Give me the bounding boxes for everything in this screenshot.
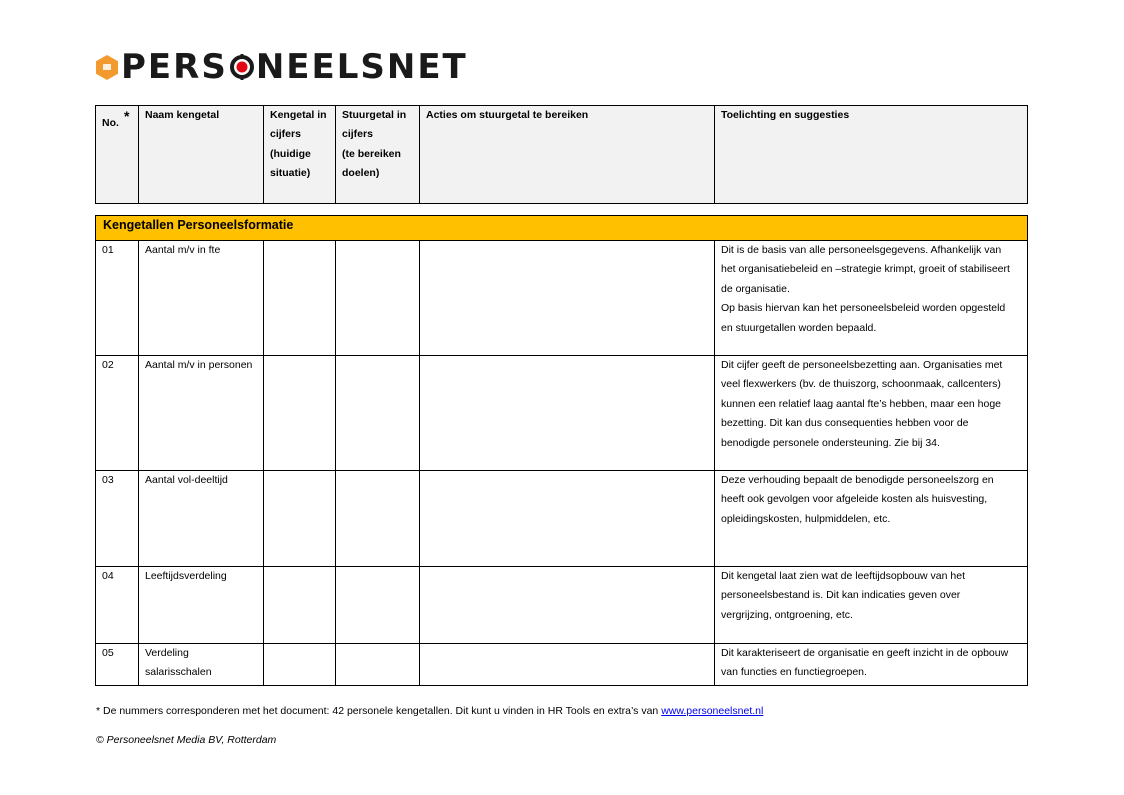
header-kengetal-line: situatie): [270, 167, 311, 180]
row-kengetal-cell[interactable]: [264, 241, 336, 356]
toelichting-line: van functies en functiegroepen.: [721, 666, 867, 679]
toelichting-line: en stuurgetallen worden bepaald.: [721, 321, 877, 334]
header-stuurgetal-line: Stuurgetal in: [342, 109, 407, 121]
row-acties-cell[interactable]: [420, 644, 715, 686]
row-toelichting: [715, 471, 1028, 567]
table-row: [96, 644, 1028, 686]
row-kengetal-cell[interactable]: [264, 567, 336, 644]
hexagon-logo-icon: [96, 55, 118, 80]
toelichting-line: Dit cijfer geeft de personeelsbezetting aan. Organisaties met: [721, 359, 1003, 371]
table-row: [96, 241, 1028, 356]
kengetallen-table: [95, 215, 1028, 686]
row-stuurgetal-cell[interactable]: [336, 241, 420, 356]
row-naam-line: Aantal m/v in personen: [145, 359, 253, 371]
toelichting-line: opleidingskosten, hulpmiddelen, etc.: [721, 512, 891, 525]
personeelsnet-link[interactable]: www.personeelsnet.nl: [661, 705, 764, 717]
row-kengetal-cell[interactable]: [264, 471, 336, 567]
header-no-label: No.: [102, 117, 119, 129]
header-naam: Naam kengetal: [139, 106, 264, 204]
toelichting-line: veel flexwerkers (bv. de thuiszorg, schoonmaak, callcenters): [721, 378, 1001, 391]
toelichting-line: het organisatiebeleid en –strategie krimpt, groeit of stabiliseert: [721, 263, 1010, 276]
row-toelichting: [715, 356, 1028, 471]
row-naam: [139, 567, 264, 644]
row-naam-line: Verdeling: [145, 647, 189, 659]
row-number: 03: [96, 471, 139, 567]
toelichting-line: kunnen een relatief laag aantal fte’s hebben, maar een hoge: [721, 397, 1002, 410]
row-naam-line: Aantal m/v in fte: [145, 244, 221, 256]
row-naam: [139, 241, 264, 356]
toelichting-line: heeft ook gevolgen voor afgeleide kosten als huisvesting,: [721, 493, 988, 506]
table-row: [96, 567, 1028, 644]
header-kengetal-line: Kengetal in: [270, 109, 327, 121]
row-stuurgetal-cell[interactable]: [336, 567, 420, 644]
table-row: [96, 471, 1028, 567]
row-toelichting: [715, 644, 1028, 686]
row-stuurgetal-cell[interactable]: [336, 471, 420, 567]
row-acties-cell[interactable]: [420, 356, 715, 471]
row-acties-cell[interactable]: [420, 471, 715, 567]
header-table: [95, 105, 1028, 204]
toelichting-line: Op basis hiervan kan het personeelsbeleid worden opgesteld: [721, 302, 1006, 315]
header-stuurgetal: [336, 106, 420, 204]
row-number: 02: [96, 356, 139, 471]
row-number: 05: [96, 644, 139, 686]
header-stuurgetal-line: doelen): [342, 167, 380, 180]
toelichting-line: personeelsbestand is. Dit kan indicaties geven over: [721, 589, 961, 602]
toelichting-line: de organisatie.: [721, 282, 790, 295]
toelichting-line: Dit kengetal laat zien wat de leeftijdsopbouw van het: [721, 570, 965, 582]
footnote: [96, 705, 763, 717]
toelichting-line: bezetting. Dit kan dus consequenties hebben voor de: [721, 417, 969, 430]
row-naam: [139, 644, 264, 686]
header-kengetal-line: (huidige: [270, 147, 311, 160]
row-naam-line: Leeftijdsverdeling: [145, 570, 227, 582]
header-star: *: [124, 108, 130, 124]
section-header-row: [96, 216, 1028, 241]
header-stuurgetal-line: cijfers: [342, 128, 373, 141]
logo-wordmark: [121, 47, 468, 87]
logo-text-part2: NEELSNET: [255, 47, 468, 87]
header-stuurgetal-line: (te bereiken: [342, 147, 401, 160]
copyright: © Personeelsnet Media BV, Rotterdam: [96, 734, 277, 746]
row-naam: [139, 471, 264, 567]
row-stuurgetal-cell[interactable]: [336, 644, 420, 686]
logo-text-part1: PERS: [121, 47, 228, 87]
row-naam: [139, 356, 264, 471]
row-number: 01: [96, 241, 139, 356]
row-toelichting: [715, 567, 1028, 644]
row-stuurgetal-cell[interactable]: [336, 356, 420, 471]
section-title: Kengetallen Personeelsformatie: [96, 216, 1028, 241]
footnote-text: * De nummers corresponderen met het document: 42 personele kengetallen. Dit kunt u vinden in HR Tools en extra’s van: [96, 705, 662, 717]
toelichting-line: vergrijzing, ontgroening, etc.: [721, 608, 853, 621]
row-acties-cell[interactable]: [420, 567, 715, 644]
header-toelichting: Toelichting en suggesties: [715, 106, 1028, 204]
personeelsnet-logo: [96, 47, 468, 87]
row-number: 04: [96, 567, 139, 644]
target-o-icon: [229, 54, 255, 80]
row-naam-line: Aantal vol-deeltijd: [145, 474, 228, 486]
row-acties-cell[interactable]: [420, 241, 715, 356]
toelichting-line: Dit karakteriseert de organisatie en geeft inzicht in de opbouw: [721, 647, 1009, 659]
row-toelichting: [715, 241, 1028, 356]
row-naam-line: salarisschalen: [145, 666, 212, 679]
toelichting-line: Deze verhouding bepaalt de benodigde personeelszorg en: [721, 474, 994, 486]
toelichting-line: Dit is de basis van alle personeelsgegevens. Afhankelijk van: [721, 244, 1002, 256]
row-kengetal-cell[interactable]: [264, 356, 336, 471]
header-kengetal-line: cijfers: [270, 128, 301, 141]
header-acties: Acties om stuurgetal te bereiken: [420, 106, 715, 204]
header-kengetal: [264, 106, 336, 204]
toelichting-line: benodigde personele ondersteuning. Zie bij 34.: [721, 436, 940, 449]
table-row: [96, 356, 1028, 471]
header-row: [96, 106, 1028, 204]
row-kengetal-cell[interactable]: [264, 644, 336, 686]
header-no: [96, 106, 139, 204]
